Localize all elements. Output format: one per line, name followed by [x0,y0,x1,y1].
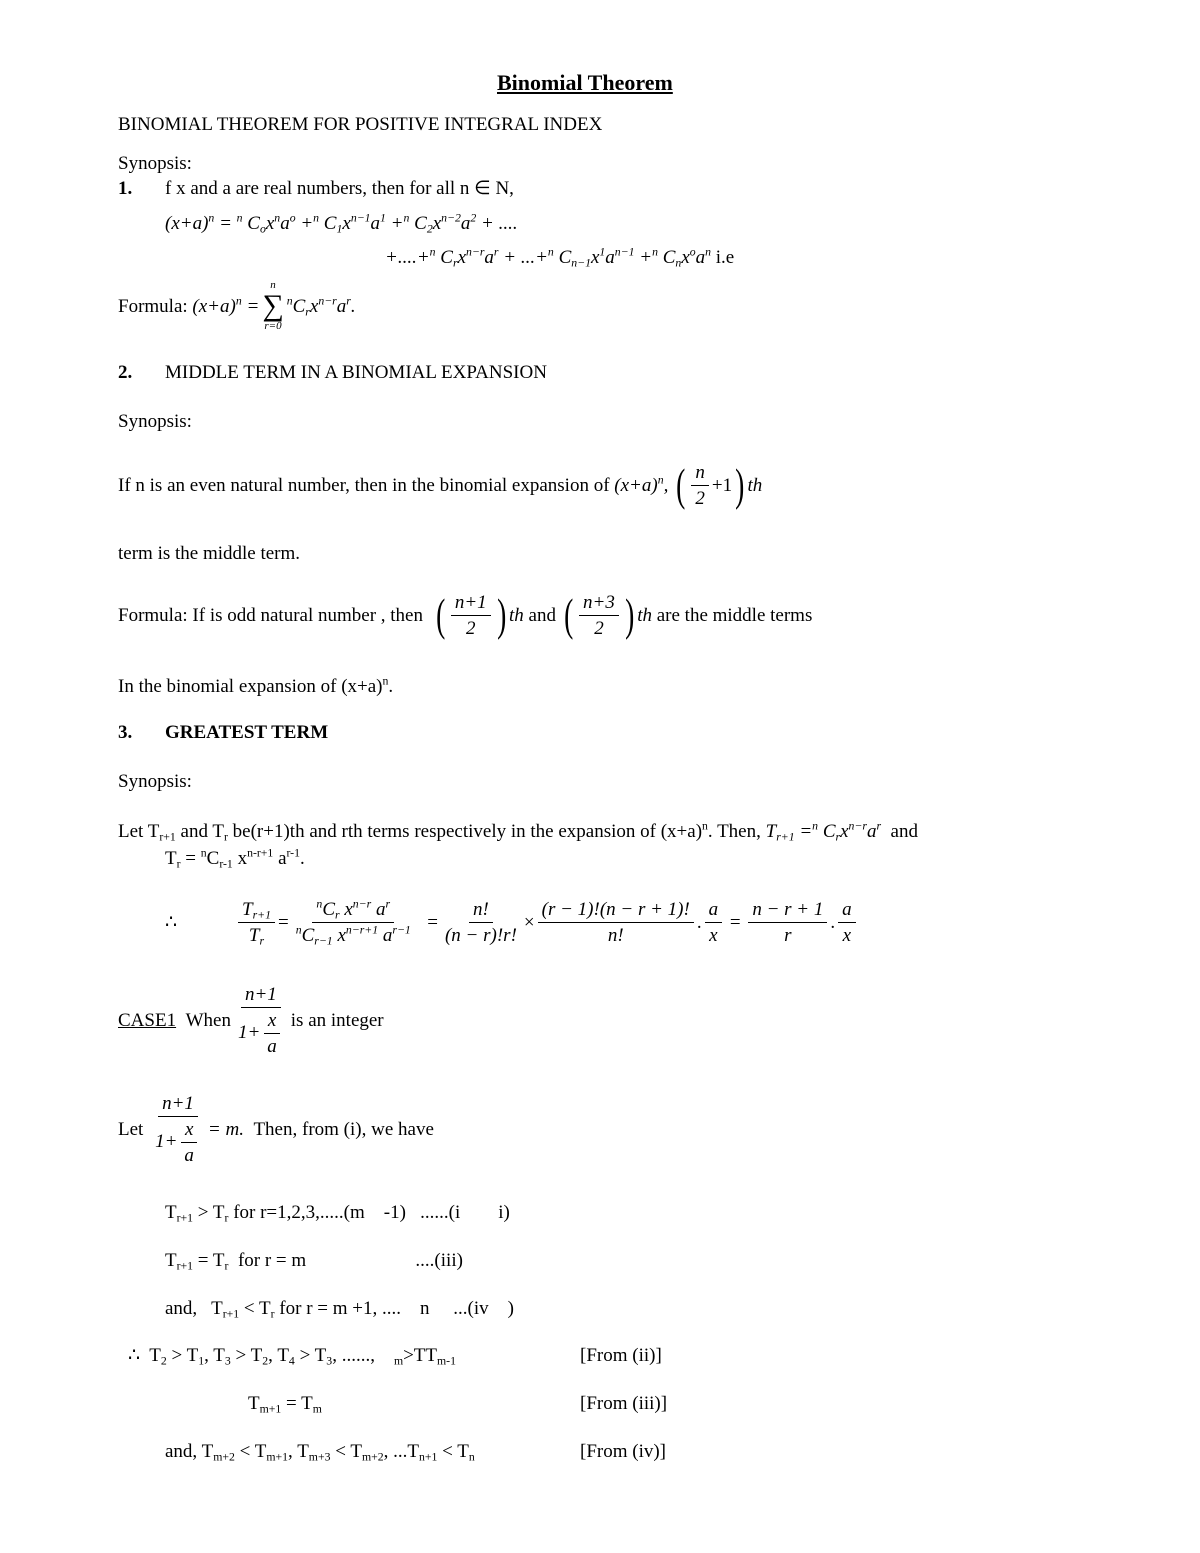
item-number: 2. [118,362,133,383]
even-middle-term: If n is an even natural number, then in the binomial expansion of $(x+a)^n$, ( $\frac{n}{2}$ +1 ) th [118,459,763,510]
section-heading: MIDDLE TERM IN A BINOMIAL EXPANSION [165,362,547,383]
item-number: 1. [118,178,133,199]
relation-line: ∴ $T_2 > T_1$, $T_3 > T_2$, $T_4 > T_3$, ......, $_m>TT_{m-1}$ [128,1345,456,1368]
text: In the binomial expansion of $(x+a)^n$. [118,674,394,697]
relation-line: and, $T_{m+2} < T_{m+1}$, $T_{m+3} < T_{m+2}$, $...T_{n+1} < T_n$ [165,1441,475,1464]
doc-title: Binomial Theorem [497,70,673,95]
synopsis-label: Synopsis: [118,411,192,432]
relation-line: $T_{r+1} > T_r$ for r=1,2,3,.....(m -1) ......(i i) [165,1202,510,1225]
text: If n is an even natural number, then in the binomial expansion of [118,474,610,496]
relation-line: $T_{r+1} = T_r$ for r = m ....(iii) [165,1250,463,1273]
formula-lhs: $(x+a)^n$ = [192,293,260,317]
let-m: Let n+1 1+ $\frac{x}{a}$ = m. Then, from (i), we have [118,1093,434,1166]
formula-rhs: $^nC_rx^{n-r}a^r$. [286,293,356,319]
text: term is the middle term. [118,543,301,564]
odd-middle-terms: Formula: If is odd natural number , then ( $\frac{n+1}{2}$ ) th and ( $\frac{n+3}{2}$ ) th are the middle terms [118,589,813,640]
item-number: 3. [118,722,133,743]
case1: CASE1 When n+1 1+ $\frac{x}{a}$ is an integer [118,984,384,1057]
let-line: Let $T_{r+1}$ and $T_r$ be(r+1)th and rth terms respectively in the expansion of $(x+a)^n$. Then, $T_{r+1} =^n$ $C_rx^{n-r}a^r$ and [118,819,918,844]
section-heading: GREATEST TERM [165,722,329,743]
expr: $(x+a)^n$, [614,472,669,496]
formula-label: Formula: [118,295,188,317]
sigma-symbol: n ∑ r=0 [262,279,284,332]
synopsis-label: Synopsis: [118,153,192,174]
reference: [From (iv)] [580,1441,667,1462]
synopsis-label: Synopsis: [118,771,192,792]
relation-line: $T_{m+1} = T_m$ [248,1393,322,1416]
expansion-terms: +....+$^n$ $C_rx^{n-r}a^r + ...+^n$ $C_{n-1}x^1a^{n-1} +^n$ $C_nx^oa^n$ [385,245,712,270]
expansion-line-1: $(x+a)^n = ^n$ $C_ox^na^o +^n$ $C_1x^{n-1}a^1 +^n$ $C_2x^{n-2}a^2$ + .... [165,211,518,236]
text: Formula: If is odd natural number , then [118,604,423,626]
reference: [From (iii)] [580,1393,668,1414]
paren-expr: ( $\frac{n}{2}$ +1 ) [676,459,745,510]
ie-text: i.e [715,247,735,268]
tr-line: $T_r = ^nC_{r-1}$ $x^{n-r+1}$ $a^{r-1}$. [165,846,305,871]
formula-sum [118,280,356,332]
section-heading: BINOMIAL THEOREM FOR POSITIVE INTEGRAL INDEX [118,114,603,135]
expansion-line-2 [385,245,735,270]
reference: [From (ii)] [580,1345,662,1366]
relation-line: and, $T_{r+1} < T_r$ for r = m +1, .... n ...(iv ) [165,1298,514,1321]
ratio-equation: ∴ $\frac{T_{r+1}}{T_r}$ = $\frac{^nC_r x^{n-r} a^r}{^nC_{r-1} x^{n-r+1} a^{r-1}}$ = $\frac{n!}{(n - r)!r!}$ × $\frac{(r - 1)!(n - r + 1)!}{n!}$ . $\frac{a}{x}$ = $\frac{n - r + 1}{r}$ . $\frac{a}{x}$ [165,900,859,945]
item-text: f x and a are real numbers, then for all n ∈ N, [165,178,514,199]
